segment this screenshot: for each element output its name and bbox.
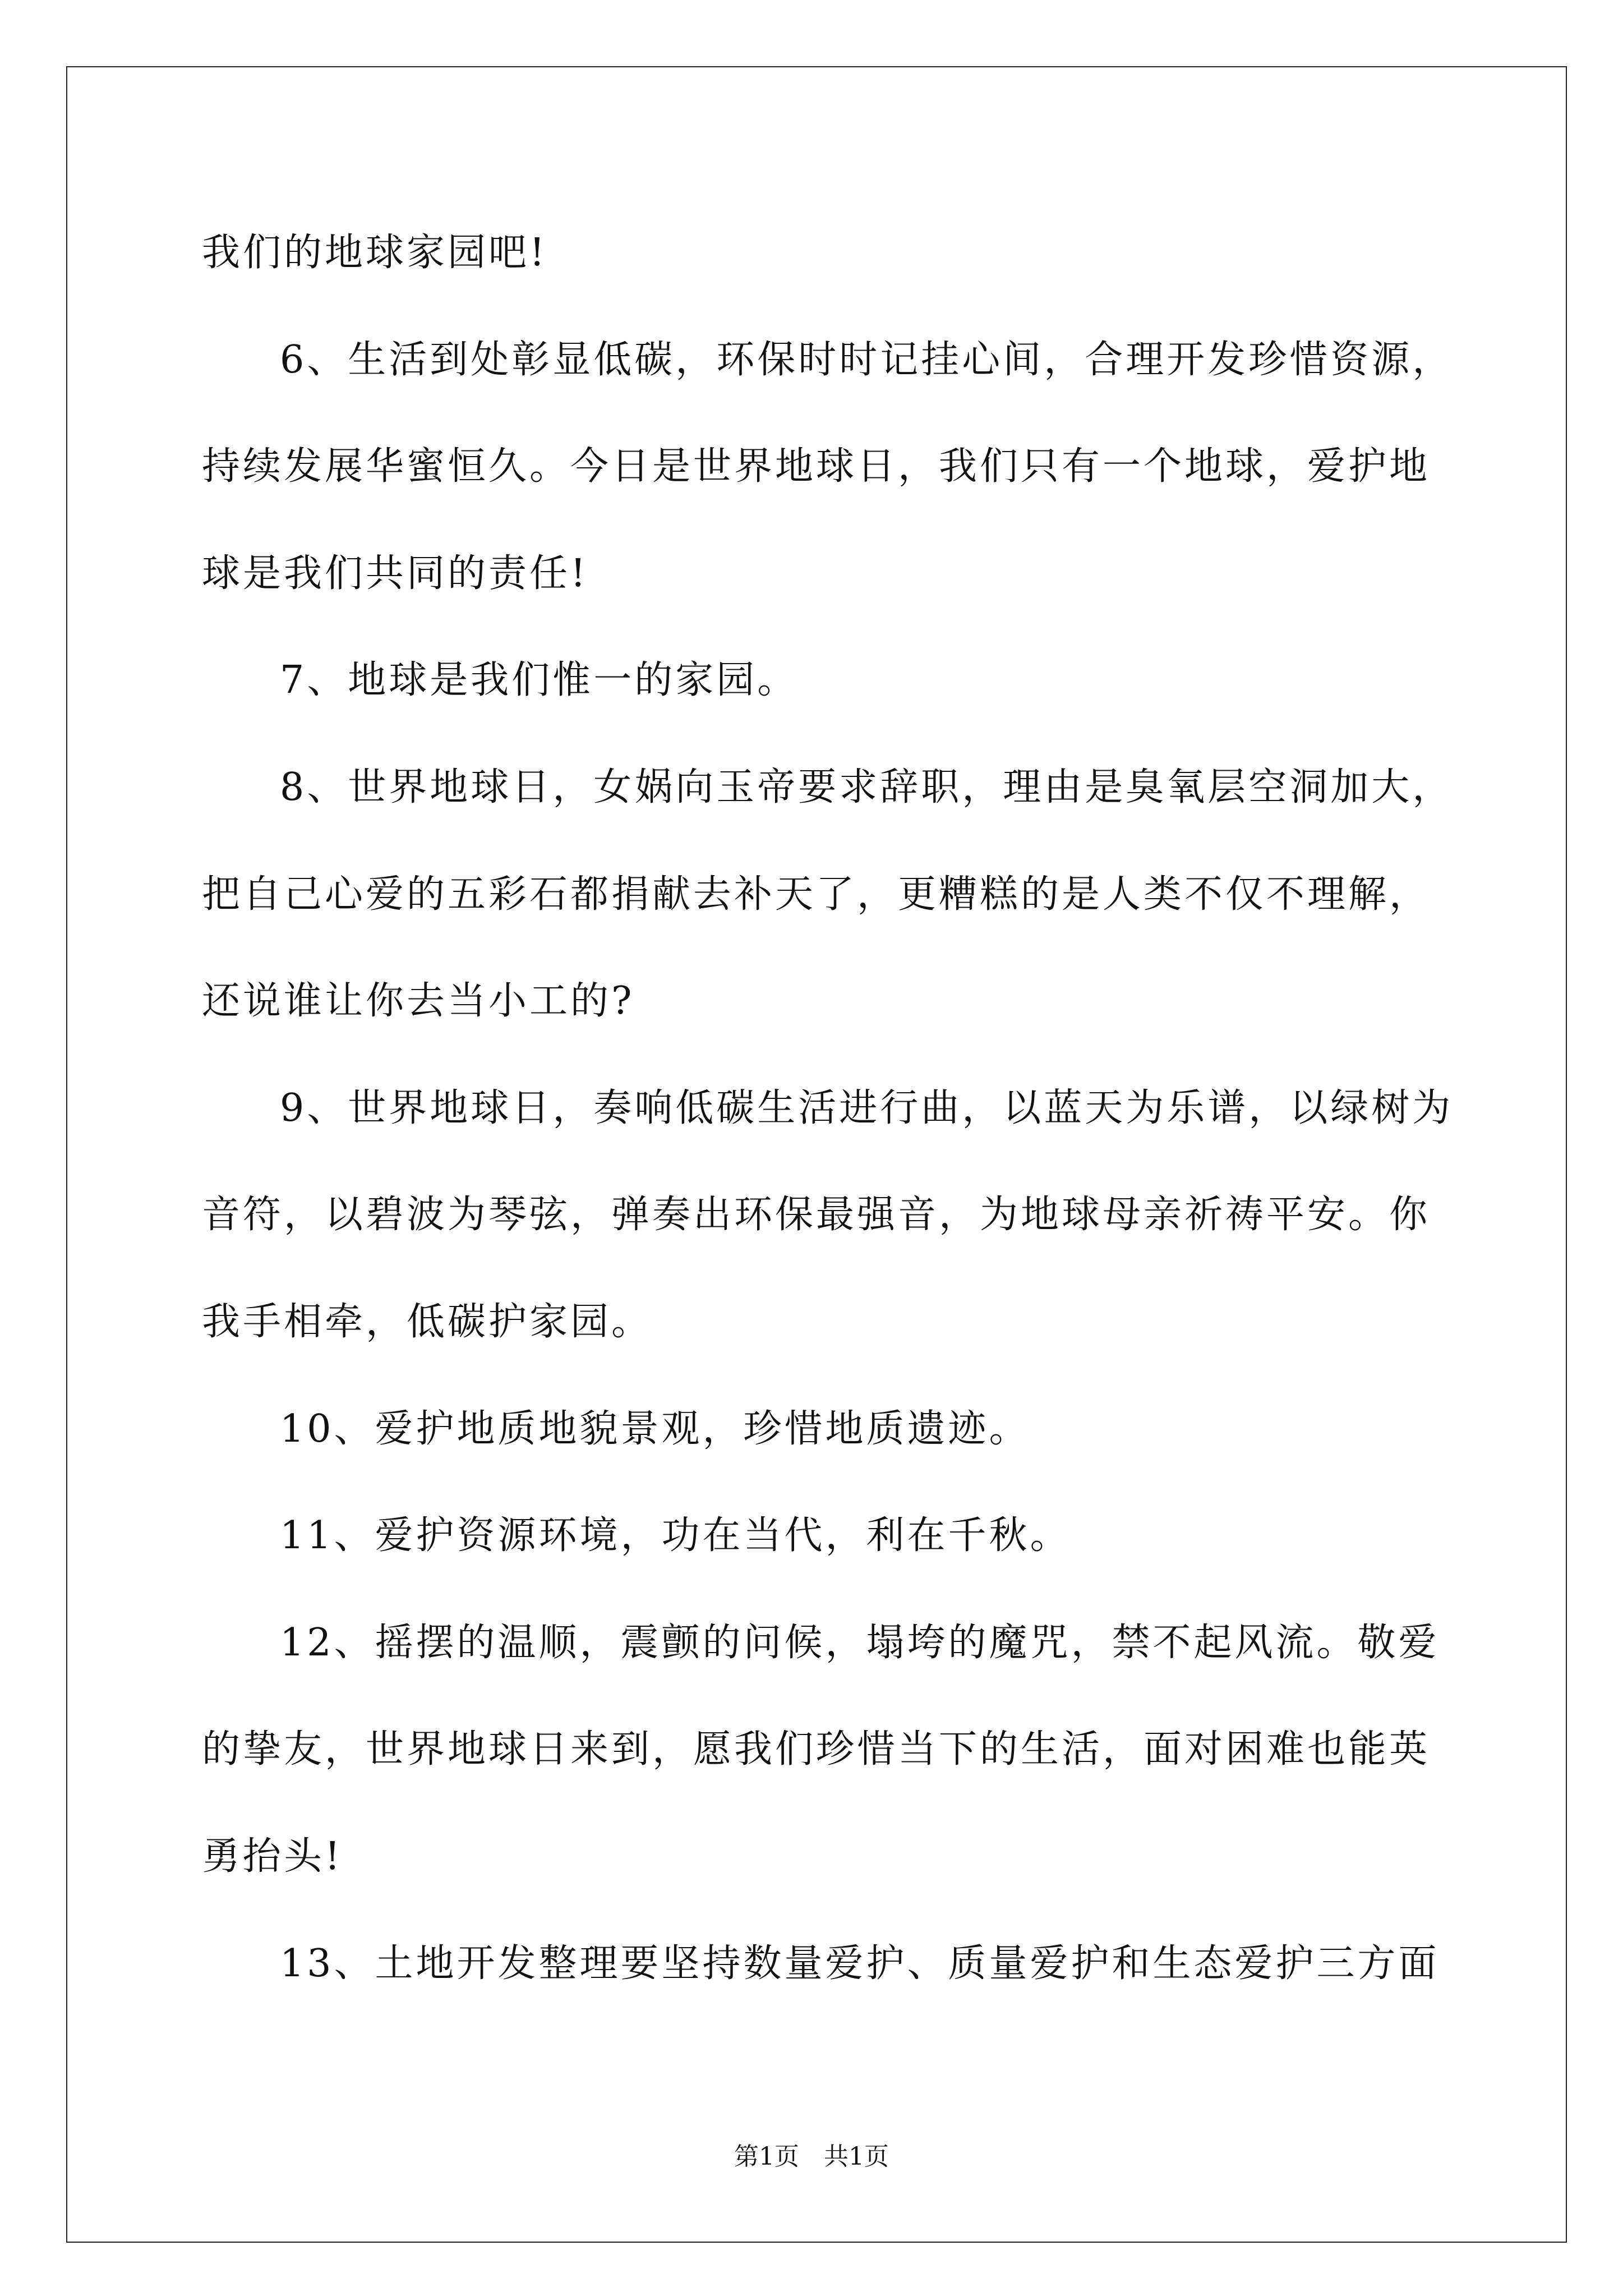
text-line: 7、地球是我们惟一的家园。 [280,658,799,703]
text-line: 勇抬头! [202,1834,343,1879]
text-line: 12、摇摆的温顺，震颤的问候，塌垮的魔咒，禁不起风流。敬爱 [280,1620,1440,1665]
text-line: 11、爱护资源环境，功在当代，利在千秋。 [280,1513,1071,1558]
text-line: 的挚友，世界地球日来到，愿我们珍惜当下的生活，面对困难也能英 [202,1727,1431,1772]
page-footer: 第1页 共1页 [734,2142,889,2171]
text-line: 音符，以碧波为琴弦，弹奏出环保最强音，为地球母亲祈祷平安。你 [202,1193,1431,1237]
text-line: 9、世界地球日，奏响低碳生活进行曲，以蓝天为乐谱，以绿树为 [280,1085,1454,1130]
text-line: 还说谁让你去当小工的? [202,979,635,1024]
text-line: 持续发展华蜜恒久。今日是世界地球日，我们只有一个地球，爱护地 [202,444,1431,489]
document-body [202,200,1548,2017]
text-line: 13、土地开发整理要坚持数量爱护、质量爱护和生态爱护三方面 [280,1941,1440,1986]
text-line: 6、生活到处彰显低碳，环保时时记挂心间，合理开发珍惜资源， [280,337,1454,382]
text-line: 球是我们共同的责任! [202,551,589,596]
text-line: 把自己心爱的五彩石都捐献去补天了，更糟糕的是人类不仅不理解， [202,872,1431,917]
text-line: 我手相牵，低碳护家园。 [202,1299,653,1344]
text-line: 我们的地球家园吧! [202,231,548,275]
text-line: 10、爱护地质地貌景观，珍惜地质遗迹。 [280,1406,1030,1451]
text-line: 8、世界地球日，女娲向玉帝要求辞职，理由是臭氧层空洞加大， [280,765,1454,809]
